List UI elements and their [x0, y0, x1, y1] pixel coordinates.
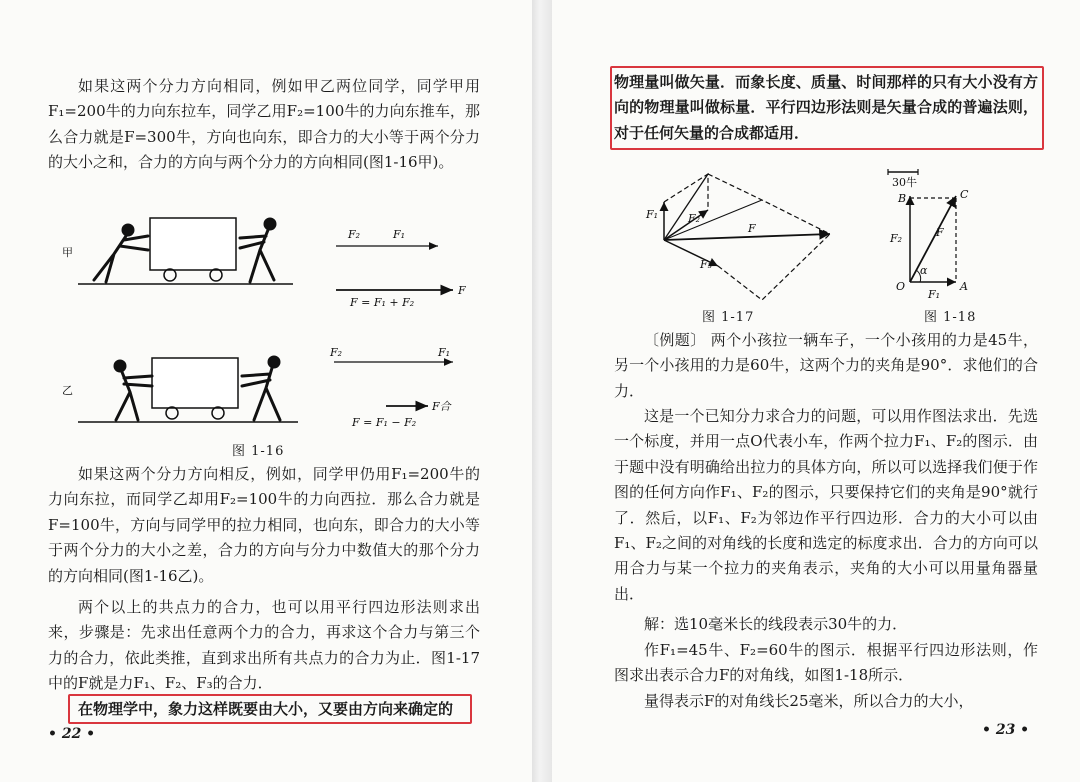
label-f2-fig17: F₂: [688, 212, 701, 225]
figure-1-17-caption: 图 1-17: [702, 310, 755, 325]
label-f-he-yi: F合: [432, 400, 451, 413]
figure-1-16-caption: 图 1-16: [232, 444, 285, 459]
label-b: B: [898, 192, 907, 205]
puller-figure-yi-right: [242, 357, 280, 420]
label-f2-fig18: F₂: [890, 232, 903, 245]
cart-yi: [152, 358, 238, 408]
label-f2-yi: F₂: [330, 346, 343, 359]
label-f-fig18: F: [936, 226, 944, 239]
label-f1-yi: F₁: [438, 346, 451, 359]
label-scale: 30牛: [892, 176, 917, 189]
figure-1-18-caption: 图 1-18: [924, 310, 977, 325]
label-f1-fig18: F₁: [928, 288, 941, 301]
book-gutter: [532, 0, 552, 782]
paragraph-opposite-direction: 如果这两个分力方向相反，例如，同学甲仍用F₁=200牛的力向东拉，而同学乙却用F₂=100牛的力向西拉．那么合力就是F=100牛，方向与同学甲的拉力相同，也向东，即合力的大小等于两个分力的大小之差，合力的方向与分力中数值大的那个分力的方向相同(图1-16乙)。: [48, 465, 480, 585]
label-f3-fig17: F₃: [700, 258, 713, 271]
left-page: [0, 0, 532, 782]
paragraph-vector-intro: 在物理学中，象力这样既要由大小，又要由方向来确定的: [78, 700, 454, 718]
puller-figure-jia: [240, 219, 275, 282]
label-f2-jia: F₂: [348, 228, 361, 241]
paragraph-solution-diagram: 作F₁=45牛、F₂=60牛的图示．根据平行四边形法则，作图求出表示合力F的对角线，如图1-18所示．: [614, 641, 1038, 685]
label-c: C: [960, 188, 969, 201]
label-a: A: [960, 280, 968, 293]
page-number-left: • 22 •: [48, 726, 96, 742]
puller-figure-yi-left: [115, 361, 152, 420]
figure-1-17: [644, 170, 854, 310]
label-o: O: [896, 280, 906, 293]
label-f1-fig17: F₁: [646, 208, 659, 221]
highlight-box-left: [68, 694, 472, 724]
paragraph-example: 〔例题〕 两个小孩拉一辆车子，一个小孩用的力是45牛，另一个小孩用的力是60牛，这两个力的夹角是90°．求他们的合力．: [614, 331, 1038, 400]
label-f-jia: F: [458, 284, 466, 297]
right-page: [552, 0, 1080, 782]
equation-jia: F = F₁ + F₂: [350, 296, 415, 309]
figure-1-16: [48, 208, 488, 458]
pusher-figure-jia: [94, 225, 148, 282]
label-jia: 甲: [62, 246, 73, 259]
paragraph-same-direction: 如果这两个分力方向相同，例如甲乙两位同学，同学甲用F₁=200牛的力向东拉车，同学乙用F₂=100牛的力向东推车，那么合力就是F=300牛，方向也向东，即合力的大小等于两个分力的大小之和，合力的方向与两个分力的方向相同(图1-16甲)。: [48, 77, 480, 172]
paragraph-multiple-forces: 两个以上的共点力的合力，也可以用平行四边形法则求出来，步骤是：先求出任意两个力的合力，再求这个合力与第三个力的合力，依此类推，直到求出所有共点力的合力为止．图1-17中的F就是力F₁、F₂、F₃的合力．: [48, 598, 480, 693]
label-alpha: α: [920, 264, 928, 277]
label-f1-jia: F₁: [393, 228, 406, 241]
label-f-fig17: F: [748, 222, 756, 235]
paragraph-method: 这是一个已知分力求合力的问题，可以用作图法求出．先选一个标度，并用一点O代表小车，作两个拉力F₁、F₂的图示．由于题中没有明确给出拉力的具体方向，所以可以选择我们便于作图的任何方向作F₁、F₂的图示，只要保持它们的夹角是90°就行了．然后，以F₁、F₂为邻边作平行四边形．合力的大小可以由F₁、F₂之间的对角线的长度和选定的标度求出．合力的方向可以用合力与某一个拉力的夹角表示，夹角的大小可以用量角器量出．: [614, 407, 1038, 603]
equation-yi: F = F₁ − F₂: [352, 416, 417, 429]
paragraph-solution-scale: 解：选10毫米长的线段表示30牛的力．: [644, 615, 908, 633]
page-number-right: • 23 •: [982, 722, 1030, 738]
figure-1-18: [886, 166, 1036, 306]
cart-jia: [150, 218, 236, 270]
paragraph-measured-result: 量得表示F的对角线长25毫米，所以合力的大小，: [644, 692, 974, 710]
label-yi: 乙: [62, 384, 73, 397]
highlight-box-right: [610, 66, 1044, 150]
paragraph-vector-definition: 物理量叫做矢量．而象长度、质量、时间那样的只有大小没有方向的物理量叫做标量．平行四边形法则是矢量合成的普遍法则，对于任何矢量的合成都适用．: [614, 73, 1038, 142]
